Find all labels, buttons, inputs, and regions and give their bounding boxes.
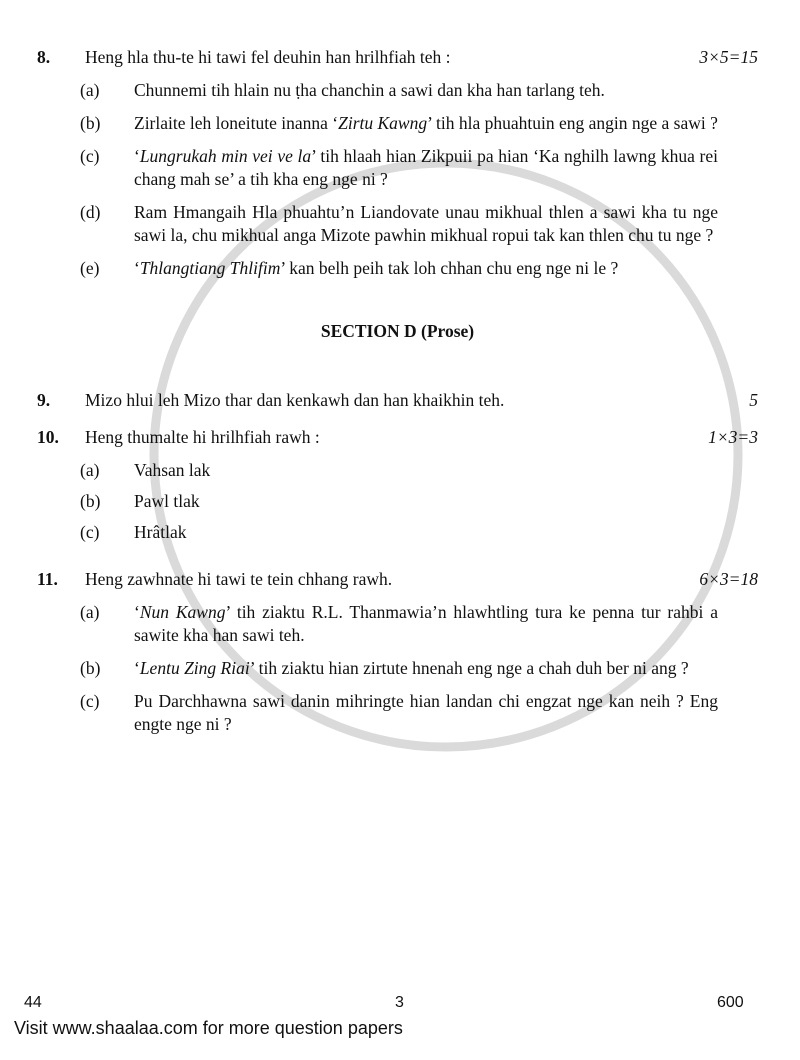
text-part: ’ tih ziaktu R.L. Thanmawia’n hlawhtling tura ke penna tur rahbi a sawite kha han sawi teh. [134,602,718,645]
question-header [37,46,758,69]
text-part: ‘ [134,258,140,278]
text-part: ’ kan belh peih tak loh chhan chu eng nge ni le ? [280,258,619,278]
text-part: ’ tih hla phuahtuin eng angin nge a sawi ? [427,113,718,133]
question-text: Heng zawhnate hi tawi te tein chhang rawh. [85,569,393,589]
sub-question [37,145,758,191]
item-label: (c) [80,522,100,542]
text-part: Ram Hmangaih Hla phuahtu’n Liandovate unau mikhual thlen a sawi kha tu nge sawi la, chu mikhual anga Mizote pawhin mikhual ropui tak kan thlen chu tu nge ? [134,202,718,245]
question-text: Mizo hlui leh Mizo thar dan kenkawh dan han khaikhin teh. [85,390,505,410]
question-11 [37,568,758,736]
sub-question [37,112,758,135]
text-part: ‘ [134,146,140,166]
page-number: 3 [395,994,404,1011]
italic-title: Zirtu Kawng [338,113,428,133]
item-text [134,79,718,102]
question-header [37,568,758,591]
sub-question [37,690,758,736]
item-text [134,201,718,247]
question-marks: 6×3=18 [699,569,758,589]
question-number: 10. [37,427,59,447]
item-label: (d) [80,202,101,222]
sub-question [37,601,758,647]
question-header [37,426,758,449]
question-number: 8. [37,47,51,67]
section-heading: SECTION D (Prose) [320,321,475,341]
item-text [134,690,718,736]
footer-right-code: 600 [717,994,744,1011]
question-10 [37,426,758,544]
question-marks: 3×5=15 [699,47,758,67]
item-text: Pawl tlak [134,491,200,511]
item-label: (b) [80,491,101,511]
item-label: (e) [80,258,100,278]
question-number: 9. [37,390,51,410]
item-text: Hrâtlak [134,522,187,542]
sub-question [37,201,758,247]
sub-question [37,657,758,680]
question-marks: 5 [749,390,758,410]
item-label: (b) [80,658,101,678]
item-label: (a) [80,602,100,622]
question-8 [37,46,758,280]
italic-title: Nun Kawng [139,602,226,622]
text-part: ‘ [134,602,140,622]
text-part: Zirlaite leh loneitute inanna ‘ [134,113,339,133]
sub-question [37,79,758,102]
question-marks: 1×3=3 [708,427,758,447]
question-number: 11. [37,569,58,589]
item-label: (c) [80,691,100,711]
item-text: Vahsan lak [134,460,211,480]
question-text: Heng hla thu-te hi tawi fel deuhin han hrilhfiah teh : [85,47,451,67]
item-text [134,112,718,135]
text-part: Chunnemi tih hlain nu ṭha chanchin a sawi dan kha han tarlang teh. [134,80,605,100]
text-part: ‘ [134,658,140,678]
item-text [134,601,718,647]
sub-question [37,521,758,544]
item-label: (a) [80,460,100,480]
italic-title: Lentu Zing Riai [139,658,250,678]
sub-question [37,257,758,280]
item-label: (c) [80,146,100,166]
footer-codes [0,992,800,1014]
italic-title: Lungrukah min vei ve la [139,146,312,166]
footer-code: 44 [24,994,42,1011]
italic-title: Thlangtiang Thlifim [139,258,281,278]
item-label: (b) [80,113,101,133]
visit-link[interactable]: Visit www.shaalaa.com for more question papers [14,1018,403,1038]
text-part: ’ tih ziaktu hian zirtute hnenah eng nge a chah duh ber ni ang ? [249,658,689,678]
text-part: Pu Darchhawna sawi danin mihringte hian landan chi engzat nge kan neih ? Eng engte nge ni ? [134,691,718,734]
sub-question [37,490,758,513]
item-text [134,657,718,680]
item-label: (a) [80,80,100,100]
question-text: Heng thumalte hi hrilhfiah rawh : [85,427,320,447]
question-9 [37,389,758,412]
footer [0,992,800,1040]
item-text [134,257,718,280]
sub-question [37,459,758,482]
item-text [134,145,718,191]
text-part: ’ tih hlaah hian Zikpuii pa hian ‘Ka nghilh lawng khua rei chang mah se’ a tih kha eng nge ni ? [134,146,718,189]
